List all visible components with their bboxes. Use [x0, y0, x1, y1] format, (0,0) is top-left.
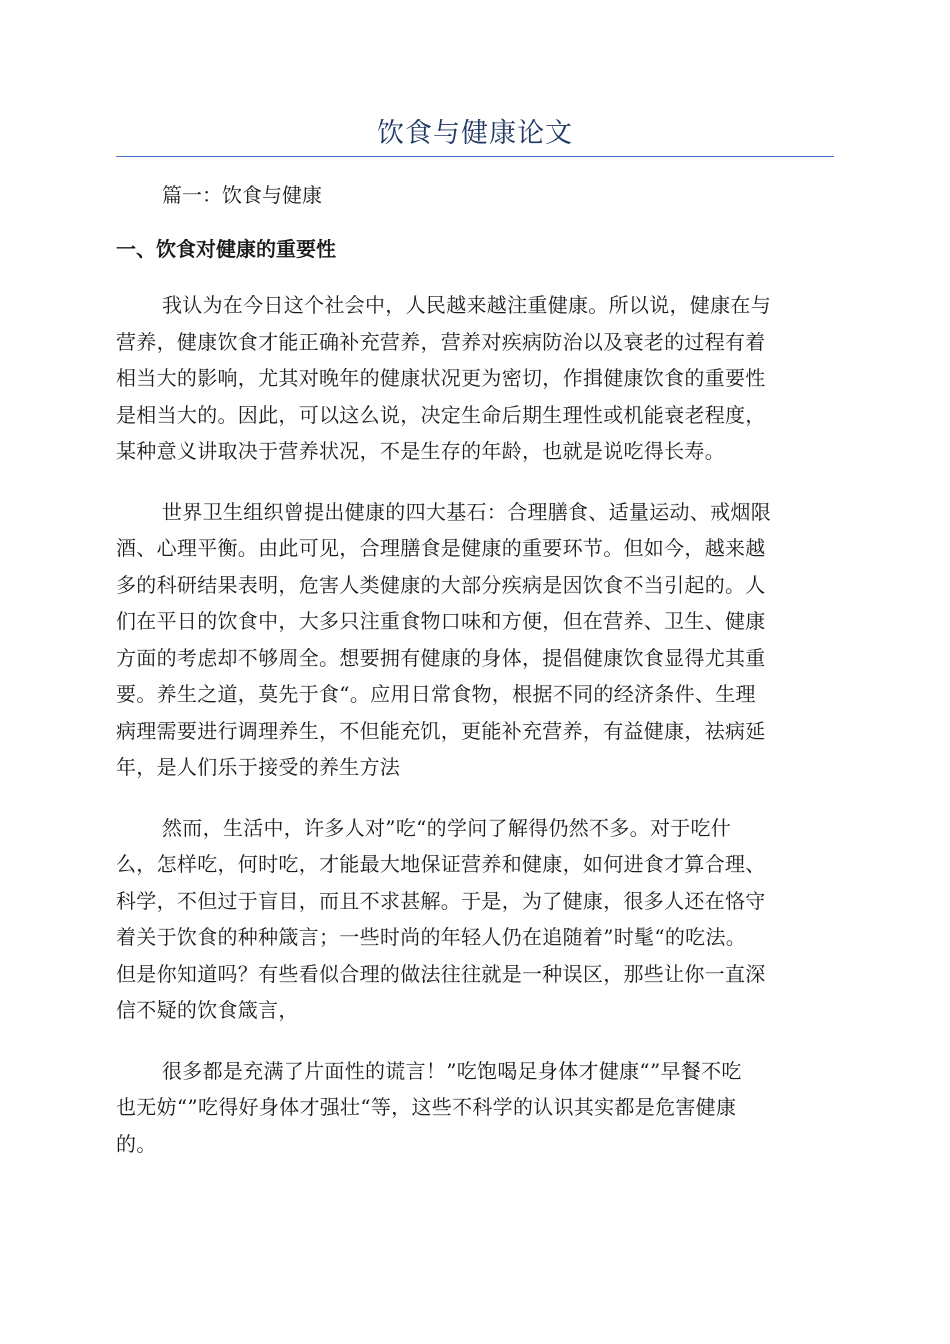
paragraph-1: [116, 287, 834, 470]
paragraph-line: 的。: [116, 1131, 157, 1156]
section-subtitle: 篇一：饮食与健康: [162, 183, 322, 207]
paragraph-line: 某种意义讲取决于营养状况，不是生存的年龄，也就是说吃得长寿。: [116, 439, 725, 463]
paragraph-4: [116, 1053, 834, 1163]
paragraph-line: 酒、心理平衡。由此可见，合理膳食是健康的重要环节。但如今，越来越: [116, 536, 766, 560]
paragraph-line: 也无妨“”吃得好身体才强壮“等，这些不科学的认识其实都是危害健康: [116, 1095, 737, 1119]
paragraph-line: 我认为在今日这个社会中，人民越来越注重健康。所以说，健康在与: [162, 293, 771, 317]
paragraph-line: 相当大的影响，尤其对晚年的健康状况更为密切，作揖健康饮食的重要性: [116, 366, 766, 390]
paragraph-line: 着关于饮食的种种箴言；一些时尚的年轻人仍在追随着”时髦“的吃法。: [116, 925, 747, 949]
paragraph-3: [116, 810, 834, 1029]
paragraph-line: 科学，不但过于盲目，而且不求甚解。于是，为了健康，很多人还在恪守: [116, 888, 766, 913]
paragraph-line: 营养，健康饮食才能正确补充营养，营养对疾病防治以及衰老的过程有着: [116, 329, 766, 354]
section-heading: 一、饮食对健康的重要性: [116, 237, 336, 261]
paragraph-line: 要。养生之道，莫先于食“。应用日常食物，根据不同的经济条件、生理: [116, 682, 756, 706]
paragraph-line: 是相当大的。因此，可以这么说，决定生命后期生理性或机能衰老程度，: [116, 402, 766, 427]
paragraph-2: [116, 494, 834, 786]
paragraph-line: 世界卫生组织曾提出健康的四大基石：合理膳食、适量运动、戒烟限: [162, 499, 771, 524]
paragraph-line: 们在平日的饮食中，大多只注重食物口味和方便，但在营养、卫生、健康: [116, 609, 766, 633]
paragraph-line: 病理需要进行调理养生，不但能充饥，更能补充营养，有益健康，祛病延: [116, 718, 766, 743]
title-underline: [116, 156, 834, 157]
paragraph-line: 年，是人们乐于接受的养生方法: [116, 755, 401, 779]
paragraph-line: 然而，生活中，许多人对”吃“的学问了解得仍然不多。对于吃什: [162, 815, 732, 840]
document-title: 饮食与健康论文: [377, 118, 573, 149]
paragraph-line: 但是你知道吗？有些看似合理的做法往往就是一种误区，那些让你一直深: [116, 961, 766, 986]
paragraph-line: 很多都是充满了片面性的谎言！”吃饱喝足身体才健康“”早餐不吃: [162, 1058, 742, 1083]
paragraph-line: 方面的考虑却不够周全。想要拥有健康的身体，提倡健康饮食显得尤其重: [116, 645, 766, 670]
document-page: [116, 0, 834, 1162]
paragraph-line: 信不疑的饮食箴言，: [116, 998, 299, 1022]
paragraph-line: 么，怎样吃，何时吃，才能最大地保证营养和健康，如何进食才算合理、: [116, 852, 766, 876]
paragraph-line: 多的科研结果表明，危害人类健康的大部分疾病是因饮食不当引起的。人: [116, 572, 766, 597]
